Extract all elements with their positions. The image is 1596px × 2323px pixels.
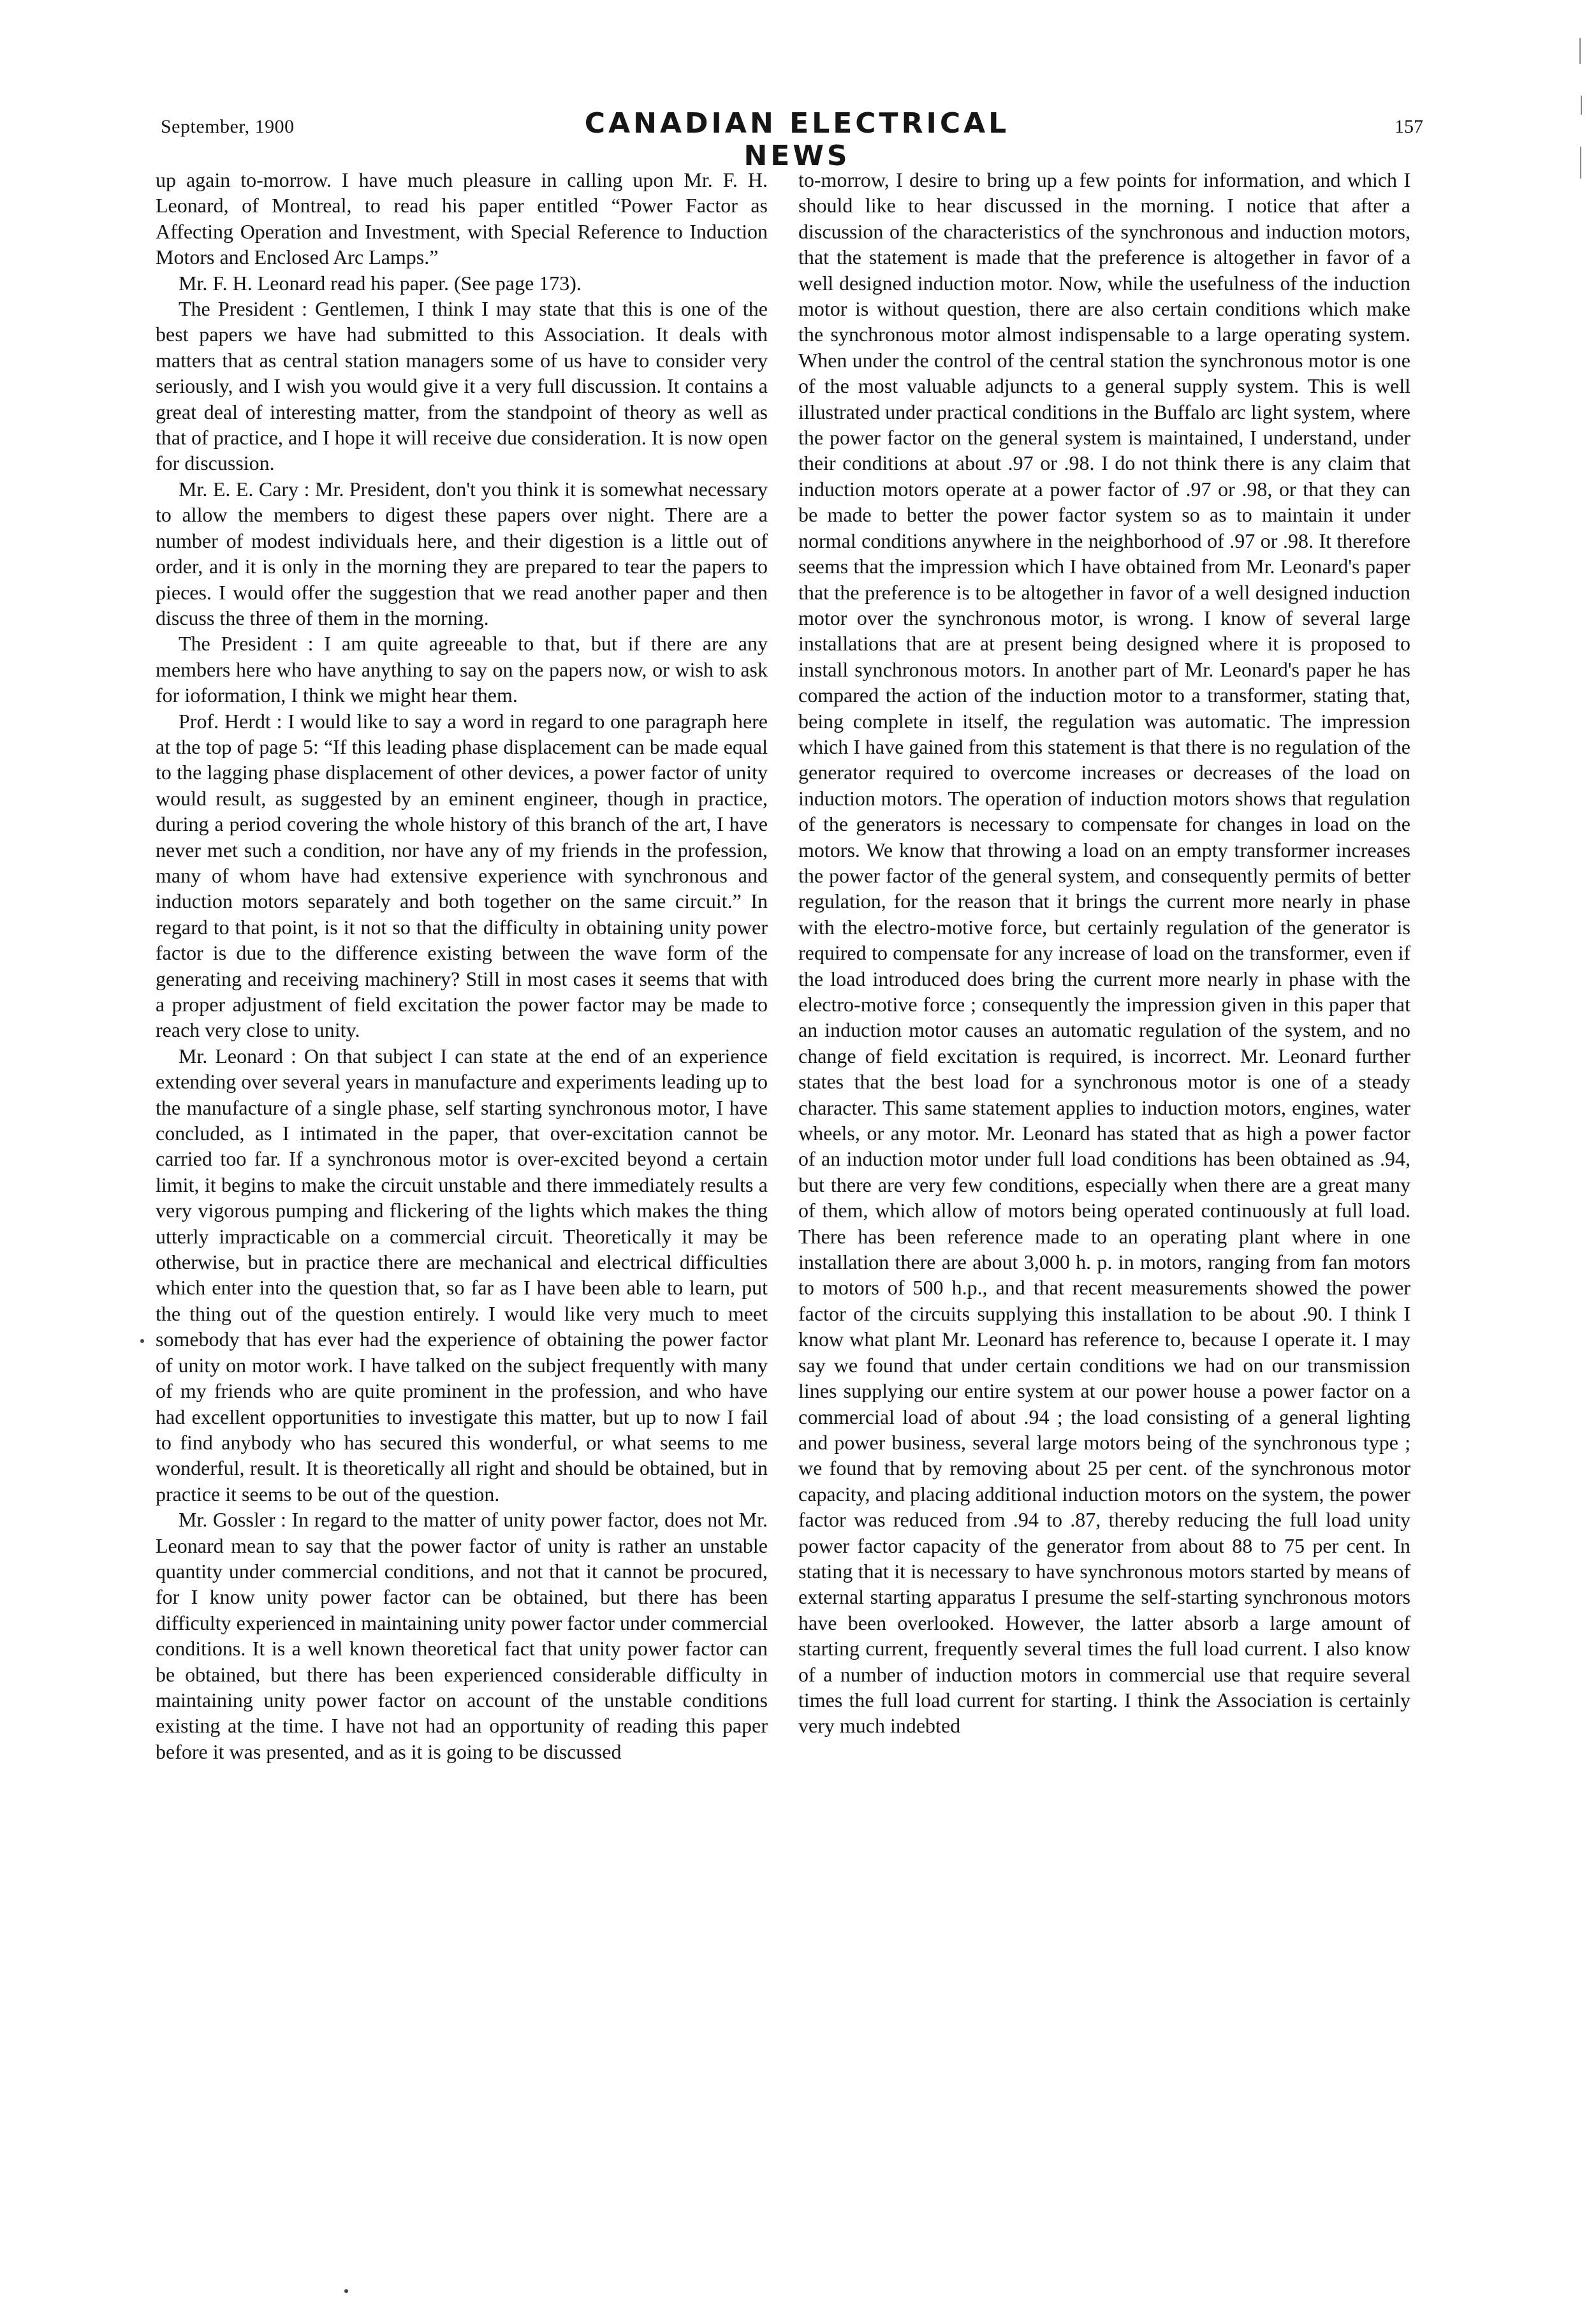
page-header (161, 107, 1423, 172)
paragraph: Mr. Gossler : In regard to the matter of unity power factor, does not Mr. Leonard mean to say that the power factor of unity is rather an unstable quantity under commercial conditions, and not that it cannot be procured, for I know unity power factor can be obtained, but there has been difficulty experienced in maintaining unity power factor under commercial conditions. It is a well known theoretical fact that unity power factor can be obtained, but there has been experienced considerable difficulty in maintaining unity power factor on account of the unstable conditions existing at the time. I have not had an opportunity of reading this paper before it was presented, and as it is going to be discussed (156, 1508, 768, 1763)
paragraph: to-morrow, I desire to bring up a few points for information, and which I should like to hear discussed in the morning. I notice that after a discussion of the characteristics of the synchronous and induction motors, that the statement is made that the preference is altogether in favor of a well designed induction motor. Now, while the usefulness of the induction motor is without question, there are also certain conditions which make the synchronous motor almost indispensable to a large operating system. When under the control of the central station the synchronous motor is one of the most valuable adjuncts to a general supply system. This is well illustrated under practical conditions in the Buffalo arc light system, where the power factor on the general system is maintained, I understand, under their conditions at about .97 or .98. I do not think there is any claim that induction motors operate at a power factor of .97 or .98, or that they can be made to better the power factor system so as to maintain it under normal conditions anywhere in the neighborhood of .97 or .98. It therefore seems that the impression which I have obtained from Mr. Leonard's paper that the preference is to be altogether in favor of a well designed induction motor over the synchronous motor, is wrong. I know of several large installations that are at present being designed where it is proposed to install synchronous motors. In another part of Mr. Leonard's paper he has compared the action of the induction motor to a transformer, stating that, being complete in itself, the regulation was automatic. The impression which I have gained from this statement is that there is no regulation of the generator required to overcome increases or decreases of the load on induction motors. The operation of induction motors shows that regulation of the generators is necessary to compensate for changes in load on the motors. We know that throwing a load on an empty transformer increases the power factor of the general system, and consequently permits of better regulation, for the reason that it brings the current more nearly in phase with the electro-motive force, but certainly regulation of the generator is required to compensate for any increase of load on the transformer, even if the load introduced does bring the current more nearly in phase with the electro-motive force ; consequently the impression given in this paper that an induction motor causes an automatic regulation of the system, and no change of field excitation is required, is incorrect. Mr. Leonard further states that the best load for a synchronous motor is one of a steady character. This same statement applies to induction motors, engines, water wheels, or any motor. Mr. Leonard has stated that as high a power factor of an induction motor under full load conditions has been obtained as .94, but there are very few conditions, especially when there are a great many of them, which allow of motors being operated continuously at full load. There has been reference made to an operating plant where in one installation there are about 3,000 h. p. in motors, ranging from fan motors to motors of 500 h.p., and that recent measurements showed the power factor of the circuits supplying this installation to be about .90. I think I know what plant Mr. Leonard has reference to, because I operate it. I may say we found that under certain conditions we had on our transmission lines supplying our entire system at our power house a power factor on a commercial load of about .94 ; the load consisting of a general lighting and power business, several large motors being of the synchronous type ; we found that by removing about 25 per cent. of the synchronous motor capacity, and placing additional induction motors on the system, the power factor was reduced from .94 to .87, thereby reducing the full load unity power factor capacity of the generator from about 88 to 75 per cent. In stating that it is necessary to have synchronous motors started by means of external starting apparatus I presume the self-starting synchronous motors have been overlooked. However, the latter absorb a large amount of starting current, frequently several times the full load current. I also know of a number of induction motors in commercial use that require several times the full load current for starting. I think the Association is certainly very much indebted (798, 168, 1410, 1738)
paragraph: up again to-morrow. I have much pleasure in calling upon Mr. F. H. Leonard, of Montreal, to read his paper entitled “Power Factor as Affecting Operation and Investment, with Special Reference to Induction Motors and Enclosed Arc Lamps.” (156, 168, 768, 269)
scan-speck (140, 1339, 144, 1343)
right-column (798, 167, 1410, 2271)
page-number: 157 (1395, 116, 1423, 137)
left-column (156, 167, 768, 2271)
issue-date: September, 1900 (161, 116, 295, 137)
paragraph: The President : I am quite agreeable to that, but if there are any members here who have anything to say on the papers now, or wish to ask for ioformation, I think we might hear them. (156, 632, 768, 707)
paragraph: The President : Gentlemen, I think I may state that this is one of the best papers we have had submitted to this Association. It deals with matters that as central station managers some of us have to consider very seriously, and I wish you would give it a very full discussion. It contains a great deal of interesting matter, from the standpoint of theory as well as that of practice, and I hope it will receive due consideration. It is now open for discussion. (156, 297, 768, 475)
paragraph: Mr. F. H. Leonard read his paper. (See page 173). (179, 271, 582, 295)
scan-edge-marks (1578, 38, 1585, 191)
scan-speck (344, 2289, 348, 2293)
paragraph: Prof. Herdt : I would like to say a word in regard to one paragraph here at the top of page 5: “If this leading phase displacement can be made equal to the lagging phase displacement of other devices, a power factor of unity would result, as suggested by an eminent engineer, though in practice, during a period covering the whole history of this branch of the art, I have never met such a condition, nor have any of my friends in the profession, many of whom have had extensive experience with synchronous and induction motors separately and both together on the same circuit.” In regard to that point, is it not so that the difficulty in obtaining unity power factor is due to the difference existing between the wave form of the generating and receiving machinery? Still in most cases it seems that with a proper adjustment of field excitation the power factor may be made to reach very close to unity. (156, 709, 768, 1042)
masthead-title: CANADIAN ELECTRICAL NEWS (584, 107, 1010, 172)
paragraph: Mr. Leonard : On that subject I can state at the end of an experience extending over several years in manufacture and experiments leading up to the manufacture of a single phase, self starting synchronous motor, I have concluded, as I intimated in the paper, that over-excitation cannot be carried too far. If a synchronous motor is over-excited beyond a certain limit, it begins to make the circuit unstable and there immediately results a very vigorous pumping and flickering of the lights which makes the thing utterly impracticable on a commercial circuit. Theoretically it may be otherwise, but in practice there are mechanical and electrical difficulties which enter into the question that, so far as I have been able to learn, put the thing out of the question entirely. I would like very much to meet somebody that has ever had the experience of obtaining the power factor of unity on motor work. I have talked on the subject frequently with many of my friends who are quite prominent in the profession, and who have had excellent opportunities to investigate this matter, but up to now I fail to find anybody who has secured this wonderful, or what seems to me wonderful, result. It is theoretically all right and should be obtained, but in practice it seems to be out of the question. (156, 1044, 768, 1506)
paragraph: Mr. E. E. Cary : Mr. President, don't you think it is somewhat necessary to allow the members to digest these papers over night. There are a number of modest individuals here, and their digestion is a little out of order, and it is only in the morning they are prepared to tear the papers to pieces. I would offer the suggestion that we read another paper and then discuss the three of them in the morning. (156, 477, 768, 629)
